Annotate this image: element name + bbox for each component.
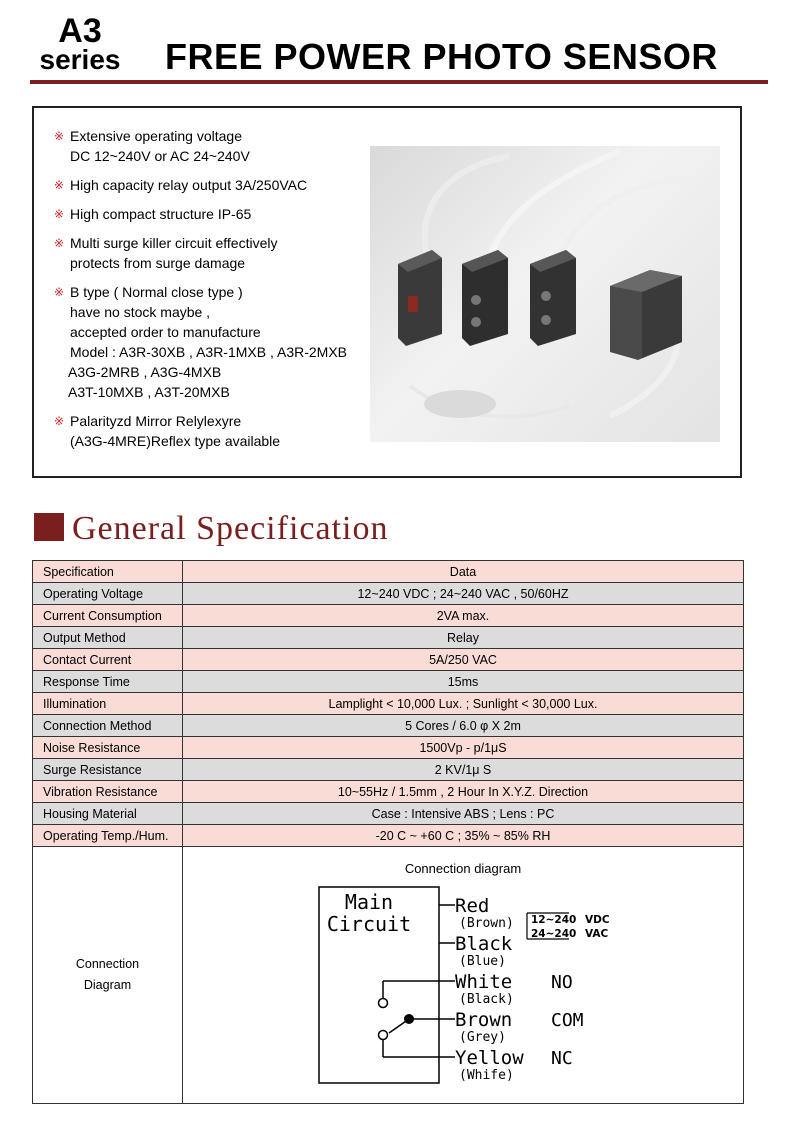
- feature-item: [54, 233, 384, 273]
- table-row: [33, 671, 744, 693]
- feature-line: (A3G-4MRE)Reflex type available: [70, 433, 281, 449]
- table-row: [33, 627, 744, 649]
- feature-bullet-icon: ※: [54, 178, 65, 192]
- spec-value: Lamplight < 10,000 Lux. ; Sunlight < 30,000 Lux.: [183, 693, 744, 715]
- table-row: [33, 715, 744, 737]
- diagram-row-label: [33, 847, 183, 1104]
- sensor-photo-illustration: [370, 146, 720, 442]
- spec-value: Case : Intensive ABS ; Lens : PC: [183, 803, 744, 825]
- supply-unit-dc: VDC: [585, 914, 610, 926]
- spec-heading-text: General Specification: [72, 510, 389, 547]
- spec-value: -20 C ~ +60 C ; 35% ~ 85% RH: [183, 825, 744, 847]
- feature-item: [54, 126, 384, 166]
- table-row: [33, 583, 744, 605]
- wire-4-alt: (Grey): [459, 1030, 506, 1045]
- spec-value: 10~55Hz / 1.5mm , 2 Hour In X.Y.Z. Direction: [183, 781, 744, 803]
- table-row: [33, 781, 744, 803]
- spec-label: Surge Resistance: [33, 759, 183, 781]
- wire-2-alt: (Blue): [459, 954, 506, 969]
- spec-value: 2VA max.: [183, 605, 744, 627]
- wire-3-alt: (Black): [459, 992, 514, 1007]
- wire-4-name: Brown: [455, 1009, 513, 1031]
- feature-line: Multi surge killer circuit effectively: [70, 235, 278, 251]
- diagram-cell: [183, 847, 744, 1104]
- feature-line: have no stock maybe ,: [70, 304, 211, 320]
- diagram-row-label-2: Diagram: [83, 978, 132, 992]
- spec-label: Current Consumption: [33, 605, 183, 627]
- feature-bullet-icon: ※: [54, 129, 65, 143]
- spec-value: 12~240 VDC ; 24~240 VAC , 50/60HZ: [183, 583, 744, 605]
- series-badge: [30, 14, 130, 74]
- feature-line: High compact structure IP-65: [70, 206, 252, 222]
- spec-label: Output Method: [33, 627, 183, 649]
- connection-diagram: [313, 885, 623, 1095]
- wire-1-alt: (Brown): [459, 916, 514, 931]
- wire-5-name: Yellow: [455, 1047, 524, 1069]
- table-row: [33, 649, 744, 671]
- table-row: [33, 759, 744, 781]
- feature-line: A3T-10MXB , A3T-20MXB: [68, 384, 230, 400]
- feature-line: accepted order to manufacture: [70, 324, 261, 340]
- product-photo: [370, 146, 720, 442]
- spec-table: [32, 560, 744, 1104]
- spec-value: Relay: [183, 627, 744, 649]
- feature-item: [54, 204, 384, 224]
- spec-label: Noise Resistance: [33, 737, 183, 759]
- heading-square-icon: [34, 513, 64, 541]
- feature-item: [54, 282, 384, 402]
- feature-bullet-icon: ※: [54, 207, 65, 221]
- feature-line: B type ( Normal close type ): [70, 284, 243, 300]
- feature-bullet-icon: ※: [54, 236, 65, 250]
- spec-label: Illumination: [33, 693, 183, 715]
- feature-line: DC 12~240V or AC 24~240V: [70, 148, 250, 164]
- spec-label: Vibration Resistance: [33, 781, 183, 803]
- main-circuit-label-1: Main: [344, 890, 394, 914]
- feature-line: protects from surge damage: [70, 255, 246, 271]
- spec-value: 1500Vp - p/1μS: [183, 737, 744, 759]
- table-row: [33, 803, 744, 825]
- table-header-label: Specification: [33, 561, 183, 583]
- table-header-value: Data: [183, 561, 744, 583]
- feature-line: Palarityzd Mirror Relylexyre: [70, 413, 242, 429]
- diagram-title: Connection diagram: [404, 861, 522, 876]
- spec-value: 2 KV/1μ S: [183, 759, 744, 781]
- spec-value: 5 Cores / 6.0 φ X 2m: [183, 715, 744, 737]
- wire-1-name: Red: [455, 895, 490, 917]
- wire-3-name: White: [455, 971, 513, 993]
- feature-line: A3G-2MRB , A3G-4MXB: [68, 364, 222, 380]
- series-code: A3: [58, 12, 102, 50]
- table-row: [33, 737, 744, 759]
- spec-label: Operating Temp./Hum.: [33, 825, 183, 847]
- table-header-row: [33, 561, 744, 583]
- supply-range-ac: 24~240: [531, 928, 577, 940]
- spec-label: Connection Method: [33, 715, 183, 737]
- spec-value: 15ms: [183, 671, 744, 693]
- supply-unit-ac: VAC: [585, 928, 609, 940]
- wire-5-alt: (Whife): [459, 1068, 514, 1083]
- table-row: [33, 825, 744, 847]
- feature-line: Extensive operating voltage: [70, 128, 242, 144]
- feature-bullet-icon: ※: [54, 414, 65, 428]
- feature-bullet-icon: ※: [54, 285, 65, 299]
- feature-line: Model : A3R-30XB , A3R-1MXB , A3R-2MXB: [70, 344, 348, 360]
- spec-label: Contact Current: [33, 649, 183, 671]
- feature-item: [54, 175, 384, 195]
- spec-heading: [34, 510, 388, 550]
- table-row: [33, 693, 744, 715]
- wire-3-role: NO: [551, 972, 573, 993]
- diagram-row-label-1: Connection: [75, 957, 140, 971]
- spec-label: Housing Material: [33, 803, 183, 825]
- page-title: FREE POWER PHOTO SENSOR: [165, 36, 718, 77]
- wire-2-name: Black: [455, 933, 513, 955]
- feature-item: [54, 411, 384, 451]
- spec-label: Operating Voltage: [33, 583, 183, 605]
- spec-value: 5A/250 VAC: [183, 649, 744, 671]
- table-row: [33, 605, 744, 627]
- feature-box: [32, 106, 742, 478]
- main-circuit-label-2: Circuit: [326, 912, 412, 936]
- connection-diagram-row: [33, 847, 744, 1104]
- wire-5-role: NC: [551, 1048, 573, 1069]
- spec-label: Response Time: [33, 671, 183, 693]
- feature-line: High capacity relay output 3A/250VAC: [70, 177, 308, 193]
- title-divider: [30, 80, 768, 84]
- series-word: series: [39, 44, 121, 75]
- feature-list: [54, 126, 384, 460]
- supply-range-dc: 12~240: [531, 914, 577, 926]
- wire-4-role: COM: [551, 1010, 584, 1031]
